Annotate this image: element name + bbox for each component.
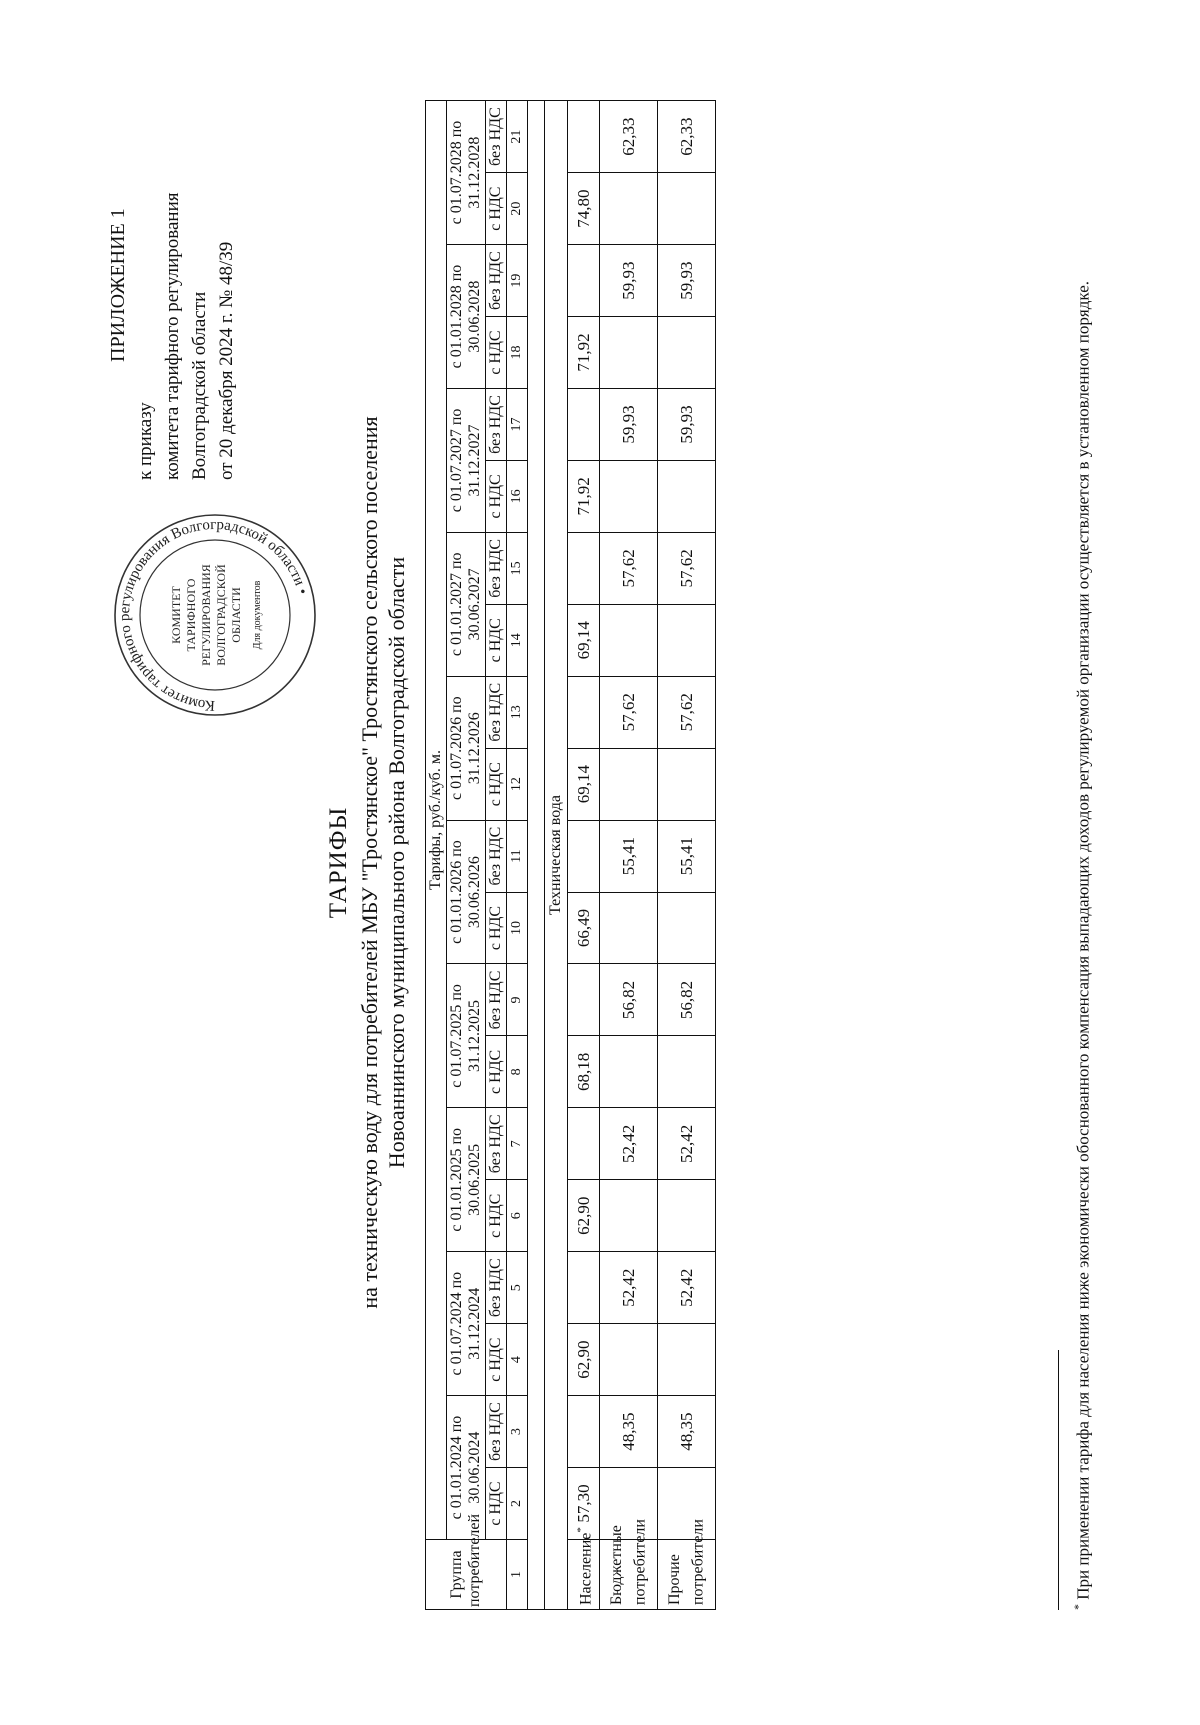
tariff-value-cell: 62,33 [658,101,716,173]
consumer-group-marker: * [574,1527,587,1533]
tariff-value-cell [568,1252,600,1324]
consumer-group-label: Население [577,1532,595,1605]
section-row [545,101,568,1610]
column-number-cell: 1 [507,1540,528,1610]
tariff-value-cell: 48,35 [600,1396,658,1468]
stamp-line-5: ОБЛАСТИ [229,587,243,643]
without-vat-header: без НДС [486,245,507,317]
header-row-top [426,101,447,1610]
column-number-cell: 4 [507,1324,528,1396]
column-number-cell: 6 [507,1180,528,1252]
tariff-value-cell [658,604,716,676]
tariff-value-cell [600,604,658,676]
period-header-cell: с 01.01.2028 по 30.06.2028 [447,245,486,389]
tariff-value-cell [600,317,658,389]
tariff-value-cell: 52,42 [658,1252,716,1324]
document-subtitle: на техническую воду для потребителей МБУ "Тростянское" Тростянского сельского поселения [357,416,382,1309]
without-vat-header: без НДС [486,1396,507,1468]
group-header-cell: Группа потребителей [426,1540,507,1610]
consumer-group-cell [600,1519,658,1610]
tariff-value-cell [568,1108,600,1180]
tariff-value-cell [658,1036,716,1108]
column-number-cell: 10 [507,892,528,964]
tariff-value-cell: 48,35 [658,1396,716,1468]
official-stamp [110,510,320,720]
tariff-value-cell: 52,42 [658,1108,716,1180]
tariff-value-cell: 55,41 [600,820,658,892]
period-header-cell: с 01.01.2026 по 30.06.2026 [447,820,486,964]
tariff-value-cell: 68,18 [568,1036,600,1108]
with-vat-header: с НДС [486,1180,507,1252]
tariff-value-cell: 71,92 [568,317,600,389]
footnote-rule [1058,1350,1059,1610]
column-number-cell: 2 [507,1468,528,1540]
tariff-value-cell: 59,93 [600,389,658,461]
tariff-value-cell: 66,49 [568,892,600,964]
tariff-value-cell [600,892,658,964]
tariff-value-cell: 74,80 [568,173,600,245]
tariff-value-cell [658,317,716,389]
tariff-value-cell: 62,90 [568,1180,600,1252]
tariff-value-cell [600,460,658,532]
footnote-text: При применении тарифа для населения ниже экономически обоснованного компенсация выпадающих доходов регулируемой организации осуществляется в установленном порядке. [1073,281,1093,1600]
period-header-cell: с 01.07.2028 по 31.12.2028 [447,101,486,245]
tariff-value-cell: 56,82 [658,964,716,1036]
with-vat-header: с НДС [486,317,507,389]
consumer-group-cell [658,1519,716,1610]
header-row-vat [486,101,507,1610]
spacer-cell [528,101,545,1610]
tariff-value-cell [658,1324,716,1396]
column-number-cell: 12 [507,748,528,820]
consumer-group-cell [568,1527,600,1610]
column-number-cell: 13 [507,676,528,748]
tariff-value-cell [600,1324,658,1396]
stamp-line-3: РЕГУЛИРОВАНИЯ [199,564,213,666]
tariff-value-cell: 59,93 [658,389,716,461]
without-vat-header: без НДС [486,101,507,173]
with-vat-header: с НДС [486,1036,507,1108]
period-header-cell: с 01.07.2026 по 31.12.2026 [447,676,486,820]
column-number-cell: 9 [507,964,528,1036]
tariff-value-cell [568,676,600,748]
stamp-outer-text: Комитет тарифного регулирования Волгоградской области • [116,516,311,714]
with-vat-header: с НДС [486,748,507,820]
footnote-marker: * [1071,1604,1085,1610]
tariff-value-cell [600,1036,658,1108]
column-number-cell: 8 [507,1036,528,1108]
column-numbers-row [507,101,528,1610]
tariff-value-cell [568,389,600,461]
column-number-cell: 11 [507,820,528,892]
tariff-value-cell [658,1180,716,1252]
document-subtitle-2: Новоаннинского муниципального района Волгоградской области [384,556,409,1169]
tariffs-header-cell: Тарифы, руб./куб. м. [426,101,447,1540]
tariff-value-cell: 57,62 [600,532,658,604]
column-number-cell: 19 [507,245,528,317]
column-number-cell: 20 [507,173,528,245]
tariff-value-cell [658,460,716,532]
tariff-table [425,100,716,1610]
without-vat-header: без НДС [486,532,507,604]
with-vat-header: с НДС [486,892,507,964]
tariff-value-cell [568,1396,600,1468]
without-vat-header: без НДС [486,1252,507,1324]
column-number-cell: 15 [507,532,528,604]
table-row [658,101,716,1610]
attachment-line-region: Волгоградской области [189,291,210,480]
tariff-value-cell [568,532,600,604]
without-vat-header: без НДС [486,1108,507,1180]
with-vat-header: с НДС [486,173,507,245]
column-number-cell: 16 [507,460,528,532]
tariff-value-cell [600,173,658,245]
stamp-line-4: ВОЛГОГРАДСКОЙ [214,564,228,666]
with-vat-header: с НДС [486,1468,507,1540]
tariff-value-cell: 57,62 [658,532,716,604]
header-row-periods [447,101,486,1610]
tariff-value-cell: 59,93 [658,245,716,317]
tariff-value-cell [600,1180,658,1252]
period-header-cell: с 01.07.2027 по 31.12.2027 [447,389,486,533]
tariff-value-cell [568,820,600,892]
table-row [568,101,600,1610]
attachment-block [105,40,240,480]
with-vat-header: с НДС [486,604,507,676]
tariff-value-cell: 62,90 [568,1324,600,1396]
column-number-cell: 14 [507,604,528,676]
footnote [1066,90,1096,1610]
column-number-cell: 18 [507,317,528,389]
tariff-value-cell: 62,33 [600,101,658,173]
document-title: ТАРИФЫ [325,806,352,919]
attachment-line-committee: комитета тарифного регулирования [162,192,183,480]
attachment-title: ПРИЛОЖЕНИЕ 1 [107,208,129,362]
tariff-value-cell: 69,14 [568,604,600,676]
attachment-line-date: от 20 декабря 2024 г. № 48/39 [216,241,237,480]
tariff-value-cell: 56,82 [600,964,658,1036]
attachment-line-order: к приказу [135,402,156,480]
section-title-cell: Техническая вода [545,101,568,1610]
tariff-value-cell: 52,42 [600,1108,658,1180]
tariff-value-cell [658,1468,716,1540]
without-vat-header: без НДС [486,676,507,748]
period-header-cell: с 01.01.2024 по 30.06.2024 [447,1396,486,1540]
tariff-value-cell [568,245,600,317]
column-number-cell: 7 [507,1108,528,1180]
tariff-value-cell [658,748,716,820]
stamp-line-6: Для документов [252,580,263,650]
tariff-value-cell: 57,30 [568,1468,600,1540]
consumer-group-label: Прочие потребители [665,1519,707,1605]
without-vat-header: без НДС [486,964,507,1036]
period-header-cell: с 01.07.2024 по 31.12.2024 [447,1252,486,1396]
tariff-value-cell [658,173,716,245]
period-header-cell: с 01.07.2025 по 31.12.2025 [447,964,486,1108]
period-header-cell: с 01.01.2025 по 30.06.2025 [447,1108,486,1252]
column-number-cell: 5 [507,1252,528,1324]
table-row [600,101,658,1610]
consumer-group-label: Бюджетные потребители [607,1519,649,1605]
tariff-value-cell: 69,14 [568,748,600,820]
stamp-line-2: ТАРИФНОГО [184,578,198,652]
with-vat-header: с НДС [486,1324,507,1396]
column-number-cell: 3 [507,1396,528,1468]
spacer-row [528,101,545,1610]
tariff-value-cell: 55,41 [658,820,716,892]
stamp-line-1: КОМИТЕТ [169,586,183,644]
tariff-value-cell [600,748,658,820]
tariff-value-cell: 59,93 [600,245,658,317]
tariff-value-cell: 52,42 [600,1252,658,1324]
tariff-value-cell: 57,62 [658,676,716,748]
tariff-value-cell: 71,92 [568,460,600,532]
column-number-cell: 17 [507,389,528,461]
column-number-cell: 21 [507,101,528,173]
tariff-value-cell [658,892,716,964]
tariff-value-cell [568,101,600,173]
tariff-value-cell [568,964,600,1036]
without-vat-header: без НДС [486,820,507,892]
without-vat-header: без НДС [486,389,507,461]
period-header-cell: с 01.01.2027 по 30.06.2027 [447,532,486,676]
with-vat-header: с НДС [486,460,507,532]
tariff-value-cell: 57,62 [600,676,658,748]
